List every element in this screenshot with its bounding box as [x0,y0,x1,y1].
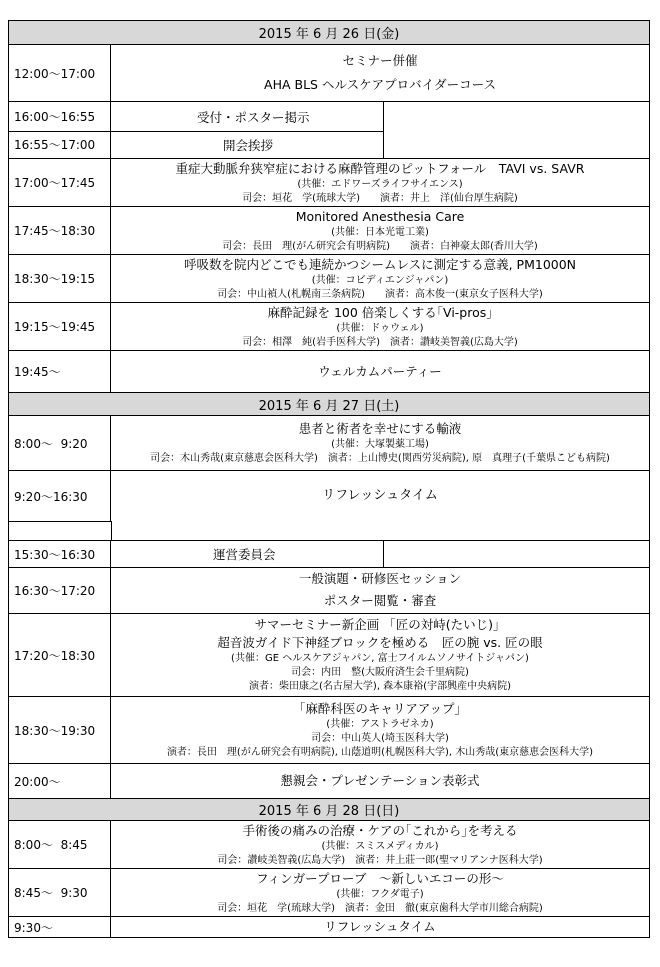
content-cell [111,764,649,798]
session-people: 司会：相澤 純(岩手医科大学) 演者：讃岐美智義(広島大学) [242,336,518,348]
session-title: ウェルカムパーティー [318,363,442,379]
session-title: 患者と術者を幸せにする輸液 [298,421,462,436]
day-header-text: 2015 年 6 月 27 日(土) [258,398,400,414]
schedule-row [9,471,649,521]
time-cell: 19:15～19:45 [9,303,111,350]
session-people: 演者：柴田康之(名古屋大学), 森本康裕(宇部興産中央病院) [249,681,511,692]
session-title: 麻酔記録を 100 倍楽しくする｢Vi-pros｣ [267,304,493,320]
time-cell: 9:30～ [9,917,111,937]
session-people: 司会：木山秀哉(東京慈恵会医科大学) 演者：上山博史(関西労災病院), 原 真理子(千葉県こども病院) [150,453,610,464]
day-header [9,21,649,45]
day-header-text: 2015 年 6 月 28 日(日) [258,804,400,819]
time-cell: 17:20～18:30 [9,614,111,696]
session-title: セミナー併催 [342,53,418,68]
schedule-row [9,821,649,869]
time-cell: 18:30～19:15 [9,255,111,302]
session-sponsor: (共催：スミスメディカル) [321,840,439,852]
session-title: AHA BLS ヘルスケアプロバイダーコース [264,77,496,92]
content-cell [111,869,649,916]
content-cell [111,45,649,101]
day-header-text: 2015 年 6 月 26 日(金) [258,27,400,42]
schedule-row [9,351,649,393]
content-cell [111,416,649,470]
schedule-row [9,207,649,255]
session-people: 司会：讃岐美智義(広島大学) 演者：井上莊一郎(聖マリアンナ医科大学) [217,854,543,866]
content-cell [111,351,649,392]
cell-divider [9,521,112,540]
content-cell [111,207,649,254]
time-cell: 15:30～16:30 [9,541,111,567]
content-cell [111,567,649,613]
session-label: 運営委員会 [213,547,276,562]
session-sponsor: (共催：大塚製薬工場) [331,439,429,450]
session-sponsor: (共催：フクダ電子) [336,888,424,900]
schedule-row [9,416,649,471]
session-label: 受付・ポスター掲示 [197,109,310,125]
time-cell: 8:45～ 9:30 [9,869,111,916]
time-cell: 8:00～ 9:20 [9,416,111,470]
session-title: ポスター閲覧・審査 [323,593,437,608]
session-people: 司会：内田 整(大阪府済生会千里病院) [291,667,469,678]
content-cell [111,303,649,350]
session-people: 司会：中山禎人(札幌南三条病院) 演者：高木俊一(東京女子医科大学) [217,288,543,300]
schedule-row [9,102,649,131]
session-sponsor: (共催：コビディエンジャパン) [311,274,449,286]
schedule-row [9,255,649,303]
time-cell: 20:00～ [9,764,111,798]
day-header [9,799,649,821]
schedule-row [9,567,649,614]
content-cell [111,255,649,302]
time-cell: 17:00～17:45 [9,159,111,206]
time-cell: 8:00～ 8:45 [9,821,111,868]
schedule-row [9,764,649,799]
session-title: ｢麻酔科医のキャリアアップ｣ [299,701,461,716]
session-title: フィンガープローブ ～新しいエコーの形～ [256,870,504,886]
session-title: 呼吸数を院内どこでも連続かつシームレスに測定する意義, PM1000N [183,256,577,272]
session-label: 開会挨拶 [223,137,274,153]
session-people: 演者：長田 理(がん研究会有明病院), 山蔭道明(札幌医科大学), 木山秀哉(東京慈恵会医科大学) [166,747,594,758]
session-people: 司会：中山英人(埼玉医科大学) [311,733,449,744]
time-cell: 16:00～16:55 [9,102,111,131]
session-title: 重症大動脈弁狭窄症における麻酔管理のピットフォール TAVI vs. SAVR [175,160,585,176]
session-sponsor: (共催：日本光電工業) [331,226,429,238]
content-cell [111,697,649,763]
schedule-row [9,540,649,567]
time-cell: 9:20～16:30 [9,471,111,521]
content-cell [111,614,649,696]
cell-divider [383,540,384,567]
session-people: 司会：垣花 学(琉球大学) 演者：金田 徹(東京歯科大学市川総合病院) [217,902,543,914]
schedule-row [9,614,649,697]
session-people: 司会：長田 理(がん研究会有明病院) 演者：白神豪太郎(香川大学) [222,240,538,252]
day-header [9,393,649,416]
session-title: 一般演題・研修医セッション [298,571,462,586]
time-cell: 18:30～19:30 [9,697,111,763]
session-sponsor: (共催：GE ヘルスケアジャパン, 富士フイルムソノサイトジャパン) [231,653,529,664]
session-title: 手術後の痛みの治療・ケアの｢これから｣を考える [242,822,518,838]
time-cell: 19:45～ [9,351,111,392]
session-title: Monitored Anesthesia Care [295,208,465,224]
content-cell [111,917,649,937]
schedule-table [8,20,650,938]
schedule-row [9,45,649,102]
session-title: リフレッシュタイム [322,488,438,503]
schedule-row [9,303,649,351]
session-people: 司会：垣花 学(琉球大学) 演者：井上 洋(仙台厚生病院) [242,192,518,204]
schedule-row [9,917,649,937]
session-title: 超音波ガイド下神経ブロックを極める 匠の腕 vs. 匠の眼 [217,635,543,650]
content-cell [111,159,649,206]
session-title: 懇親会・プレゼンテーション表彰式 [280,773,480,788]
schedule-row [9,158,649,207]
schedule-row [9,697,649,764]
session-title: サマーセミナー新企画 「匠の対峙(たいじ)」 [254,617,506,632]
time-cell: 12:00～17:00 [9,45,111,101]
time-cell: 16:55～17:00 [9,131,111,158]
time-cell: 16:30～17:20 [9,567,111,613]
schedule-row [9,869,649,917]
session-sponsor: (共催：ドゥウェル) [336,322,424,334]
schedule-row [9,131,649,158]
cell-divider [383,102,384,158]
session-sponsor: (共催：エドワーズライフサイエンス) [297,178,463,190]
time-cell: 17:45～18:30 [9,207,111,254]
session-title: リフレッシュタイム [324,919,436,934]
session-sponsor: (共催：アストラゼネカ) [326,719,434,730]
content-cell [111,821,649,868]
content-cell [111,471,649,521]
